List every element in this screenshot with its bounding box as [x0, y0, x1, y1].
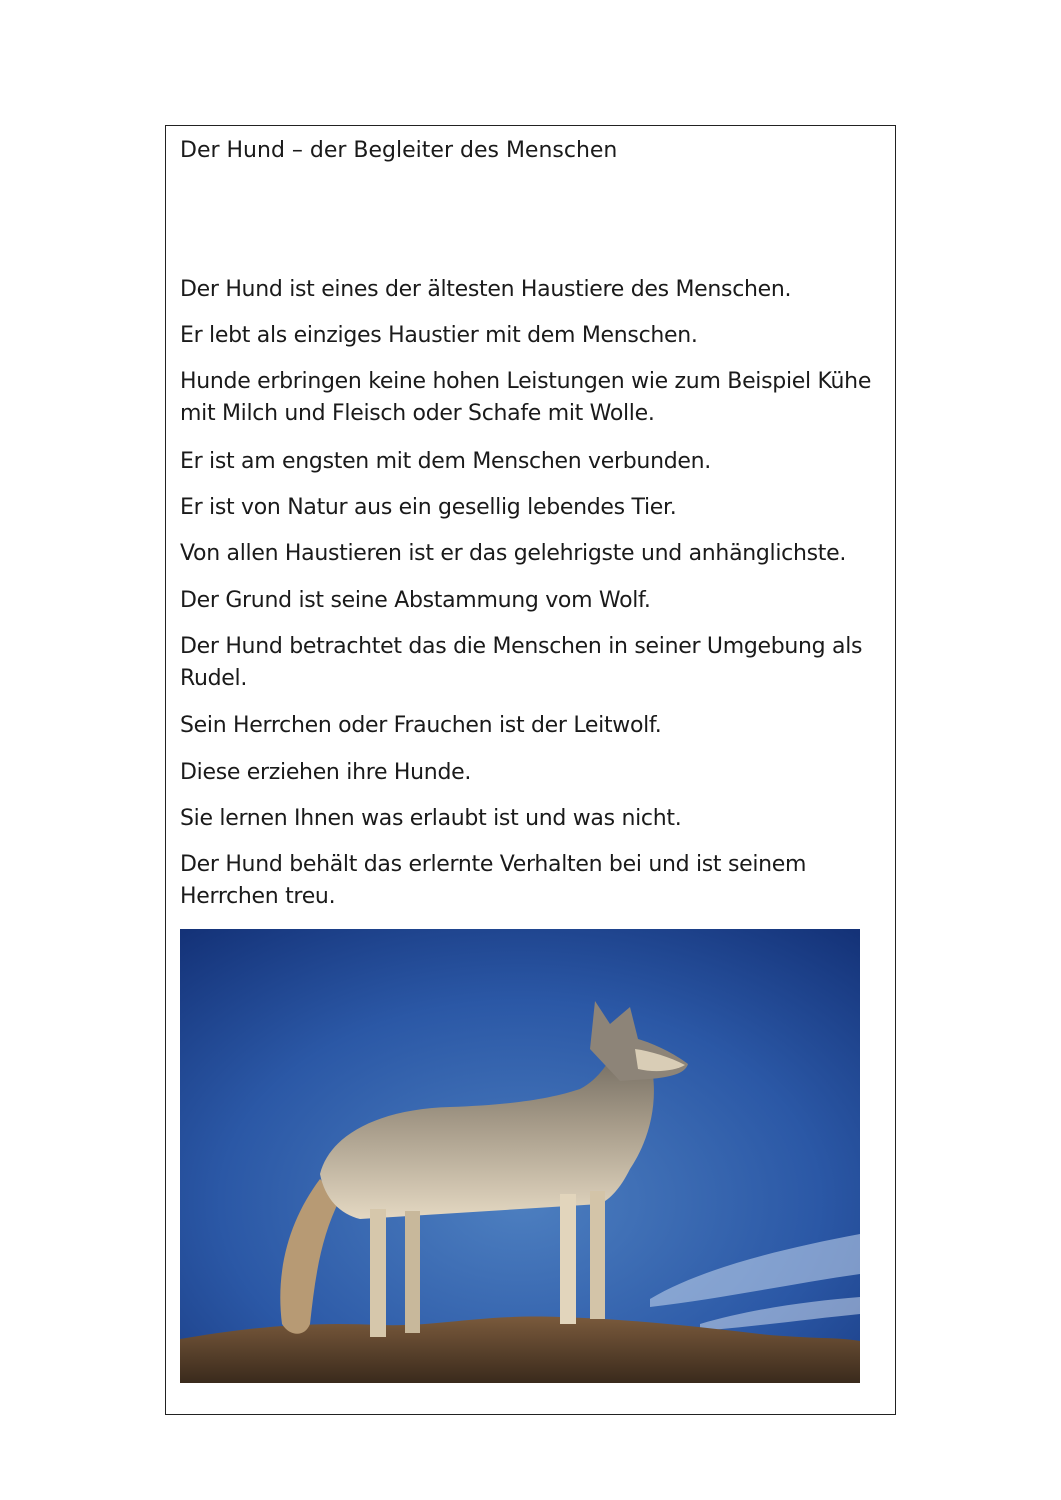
paragraph: Sie lernen Ihnen was erlaubt ist und was nicht. — [180, 806, 682, 831]
document-title: Der Hund – der Begleiter des Menschen — [180, 138, 618, 163]
wolf-photo — [180, 929, 860, 1383]
paragraph: Der Hund betrachtet das die Menschen in seiner Umgebung als Rudel. — [180, 634, 863, 691]
document-frame — [165, 125, 896, 1415]
paragraph: Der Hund ist eines der ältesten Haustiere des Menschen. — [180, 277, 792, 302]
paragraph: Er ist von Natur aus ein gesellig lebendes Tier. — [180, 495, 677, 520]
paragraph: Sein Herrchen oder Frauchen ist der Leitwolf. — [180, 713, 662, 738]
paragraph: Er ist am engsten mit dem Menschen verbunden. — [180, 449, 711, 474]
paragraph: Der Grund ist seine Abstammung vom Wolf. — [180, 588, 651, 613]
paragraph: Der Hund behält das erlernte Verhalten bei und ist seinem Herrchen treu. — [180, 852, 807, 909]
paragraph: Er lebt als einziges Haustier mit dem Menschen. — [180, 323, 698, 348]
paragraph: Von allen Haustieren ist er das gelehrigste und anhänglichste. — [180, 541, 847, 566]
paragraph: Hunde erbringen keine hohen Leistungen wie zum Beispiel Kühe mit Milch und Fleisch oder Schafe mit Wolle. — [180, 369, 872, 426]
paragraph: Diese erziehen ihre Hunde. — [180, 760, 472, 785]
